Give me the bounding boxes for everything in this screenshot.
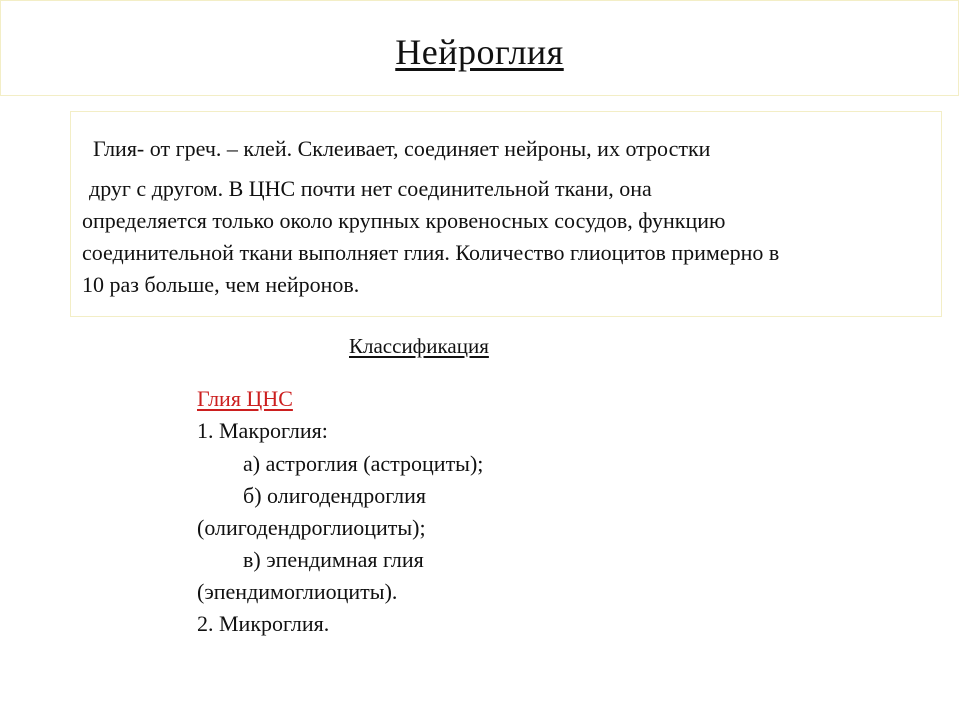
classification-item: в) эпендимная глия xyxy=(243,547,424,572)
classification-item: б) олигодендроглия xyxy=(243,483,427,508)
slide-title: Нейроглия xyxy=(395,32,564,72)
classification-item: (олигодендроглиоциты); xyxy=(197,515,426,540)
classification-item: 2. Микроглия. xyxy=(197,611,330,636)
intro-line: друг с другом. В ЦНС почти нет соединительной ткани, она xyxy=(89,176,652,201)
classification-item: (эпендимоглиоциты). xyxy=(197,579,398,604)
classification-item: 1. Макроглия: xyxy=(197,418,328,443)
glia-cns-title: Глия ЦНС xyxy=(197,386,293,411)
intro-line: определяется только около крупных кровеносных сосудов, функцию xyxy=(82,208,726,233)
intro-line: соединительной ткани выполняет глия. Количество глиоцитов примерно в xyxy=(82,240,780,265)
intro-line: Глия- от греч. – клей. Склеивает, соединяет нейроны, их отростки xyxy=(93,136,711,161)
intro-text-box xyxy=(70,111,942,317)
classification-heading: Классификация xyxy=(349,334,489,358)
intro-line: 10 раз больше, чем нейронов. xyxy=(82,272,360,297)
classification-item: а) астроглия (астроциты); xyxy=(243,451,484,476)
title-box xyxy=(0,0,959,96)
